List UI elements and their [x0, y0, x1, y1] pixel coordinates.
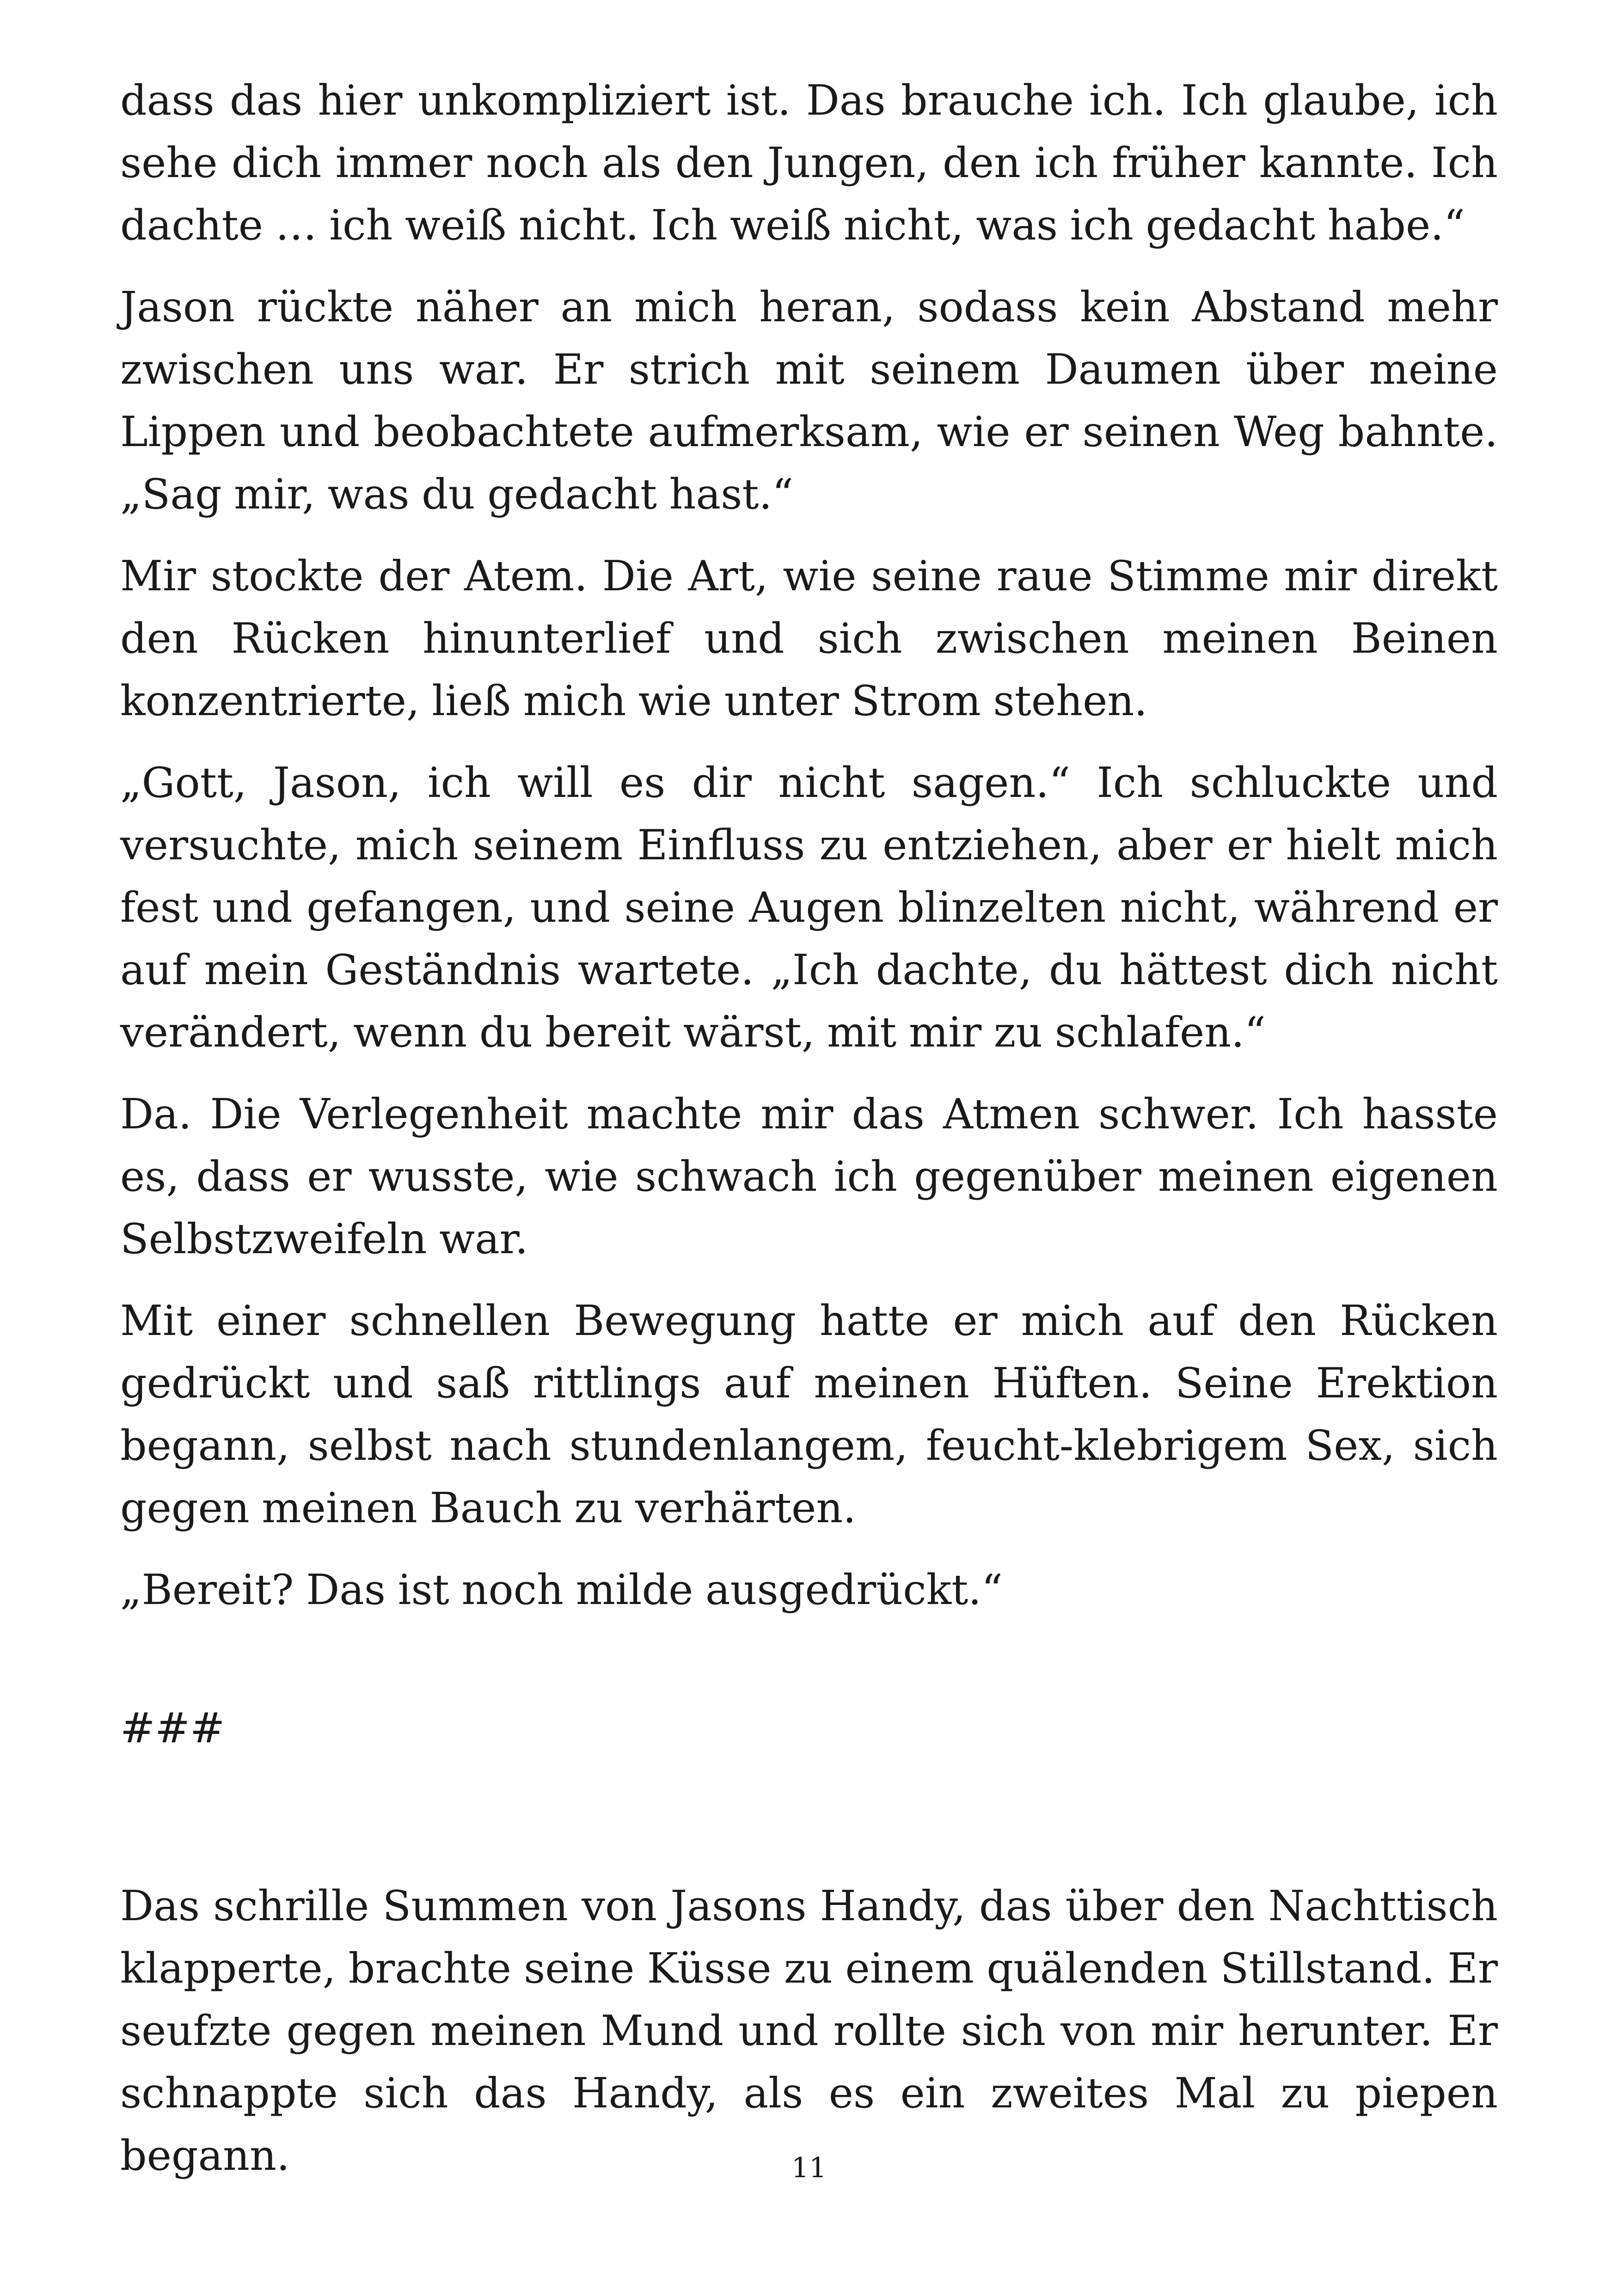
paragraph-after-break: Das schrille Summen von Jasons Handy, das über den Nachttisch klapperte, brachte seine Küsse zu einem quälenden Stillstand. Er seufzte gegen meinen Mund und rollte sich von mir herunter. Er schnappte sich das Handy, als es ein zweites Mal zu piepen begann.: [120, 1882, 1498, 2180]
scene-break-marker: ###: [120, 1704, 225, 1752]
paragraph-1: dass das hier unkompliziert ist. Das brauche ich. Ich glaube, ich sehe dich immer noch als den Jungen, den ich früher kannte. Ich dachte … ich weiß nicht. Ich weiß nicht, was ich gedacht habe.“: [120, 76, 1498, 250]
paragraph-5: Da. Die Verlegenheit machte mir das Atmen schwer. Ich hasste es, dass er wusste, wie schwach ich gegenüber meinen eigenen Selbstzweifeln war.: [120, 1090, 1498, 1263]
paragraph-6: Mit einer schnellen Bewegung hatte er mich auf den Rücken gedrückt und saß rittlings auf meinen Hüften. Seine Erektion begann, selbst nach stundenlangem, feucht-klebrigem Sex, sich gegen meinen Bauch zu verhärten.: [120, 1297, 1498, 1532]
page-number: 11: [791, 2152, 827, 2184]
paragraph-7: „Bereit? Das ist noch milde ausgedrückt.“: [120, 1566, 1003, 1614]
book-page-body: [120, 69, 1498, 2206]
paragraph-4: „Gott, Jason, ich will es dir nicht sagen.“ Ich schluckte und versuchte, mich seinem Einfluss zu entziehen, aber er hielt mich fest und gefangen, und seine Augen blinzelten nicht, während er auf mein Geständnis wartete. „Ich dachte, du hättest dich nicht verändert, wenn du bereit wärst, mit mir zu schlafen.“: [120, 759, 1498, 1057]
paragraph-3: Mir stockte der Atem. Die Art, wie seine raue Stimme mir direkt den Rücken hinunterlief und sich zwischen meinen Beinen konzentrierte, ließ mich wie unter Strom stehen.: [120, 552, 1498, 725]
paragraph-2: Jason rückte näher an mich heran, sodass kein Abstand mehr zwischen uns war. Er strich mit seinem Daumen über meine Lippen und beobachtete aufmerksam, wie er seinen Weg bahnte. „Sag mir, was du gedacht hast.“: [120, 283, 1498, 519]
